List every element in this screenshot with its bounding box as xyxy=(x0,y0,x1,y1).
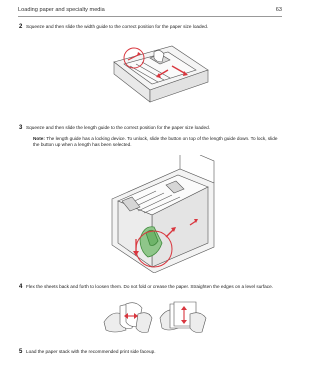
length-guide-illustration xyxy=(110,155,215,273)
flex-paper-illustration xyxy=(102,300,208,336)
note-label: Note: xyxy=(33,136,45,141)
step-3-note xyxy=(33,136,285,149)
step-4-text: Flex the sheets back and forth to loosen them. Do not fold or crease the paper. Straighten the edges on a level surface. xyxy=(26,284,274,289)
step-3 xyxy=(19,124,281,132)
step-2 xyxy=(19,23,281,31)
step-5-text: Load the paper stack with the recommended print side faceup. xyxy=(26,349,156,354)
width-guide-illustration xyxy=(110,40,210,112)
step-3-text: Squeeze and then slide the length guide to the correct position for the paper size loaded. xyxy=(26,125,210,130)
step-4 xyxy=(19,283,281,291)
page-header-title: Loading paper and specialty media xyxy=(18,7,105,13)
step-5 xyxy=(19,348,281,356)
step-2-number: 2 xyxy=(19,23,23,30)
step-5-number: 5 xyxy=(19,348,23,355)
page-number: 63 xyxy=(275,7,282,13)
step-4-number: 4 xyxy=(19,283,23,290)
step-3-number: 3 xyxy=(19,124,23,131)
step-2-text: Squeeze and then slide the width guide to the correct position for the paper size loaded. xyxy=(26,24,209,29)
header-divider xyxy=(18,16,282,17)
note-text: The length guide has a locking device. To unlock, slide the button on top of the length guide down. To lock, slide the button up when a length has been selected. xyxy=(33,136,278,148)
